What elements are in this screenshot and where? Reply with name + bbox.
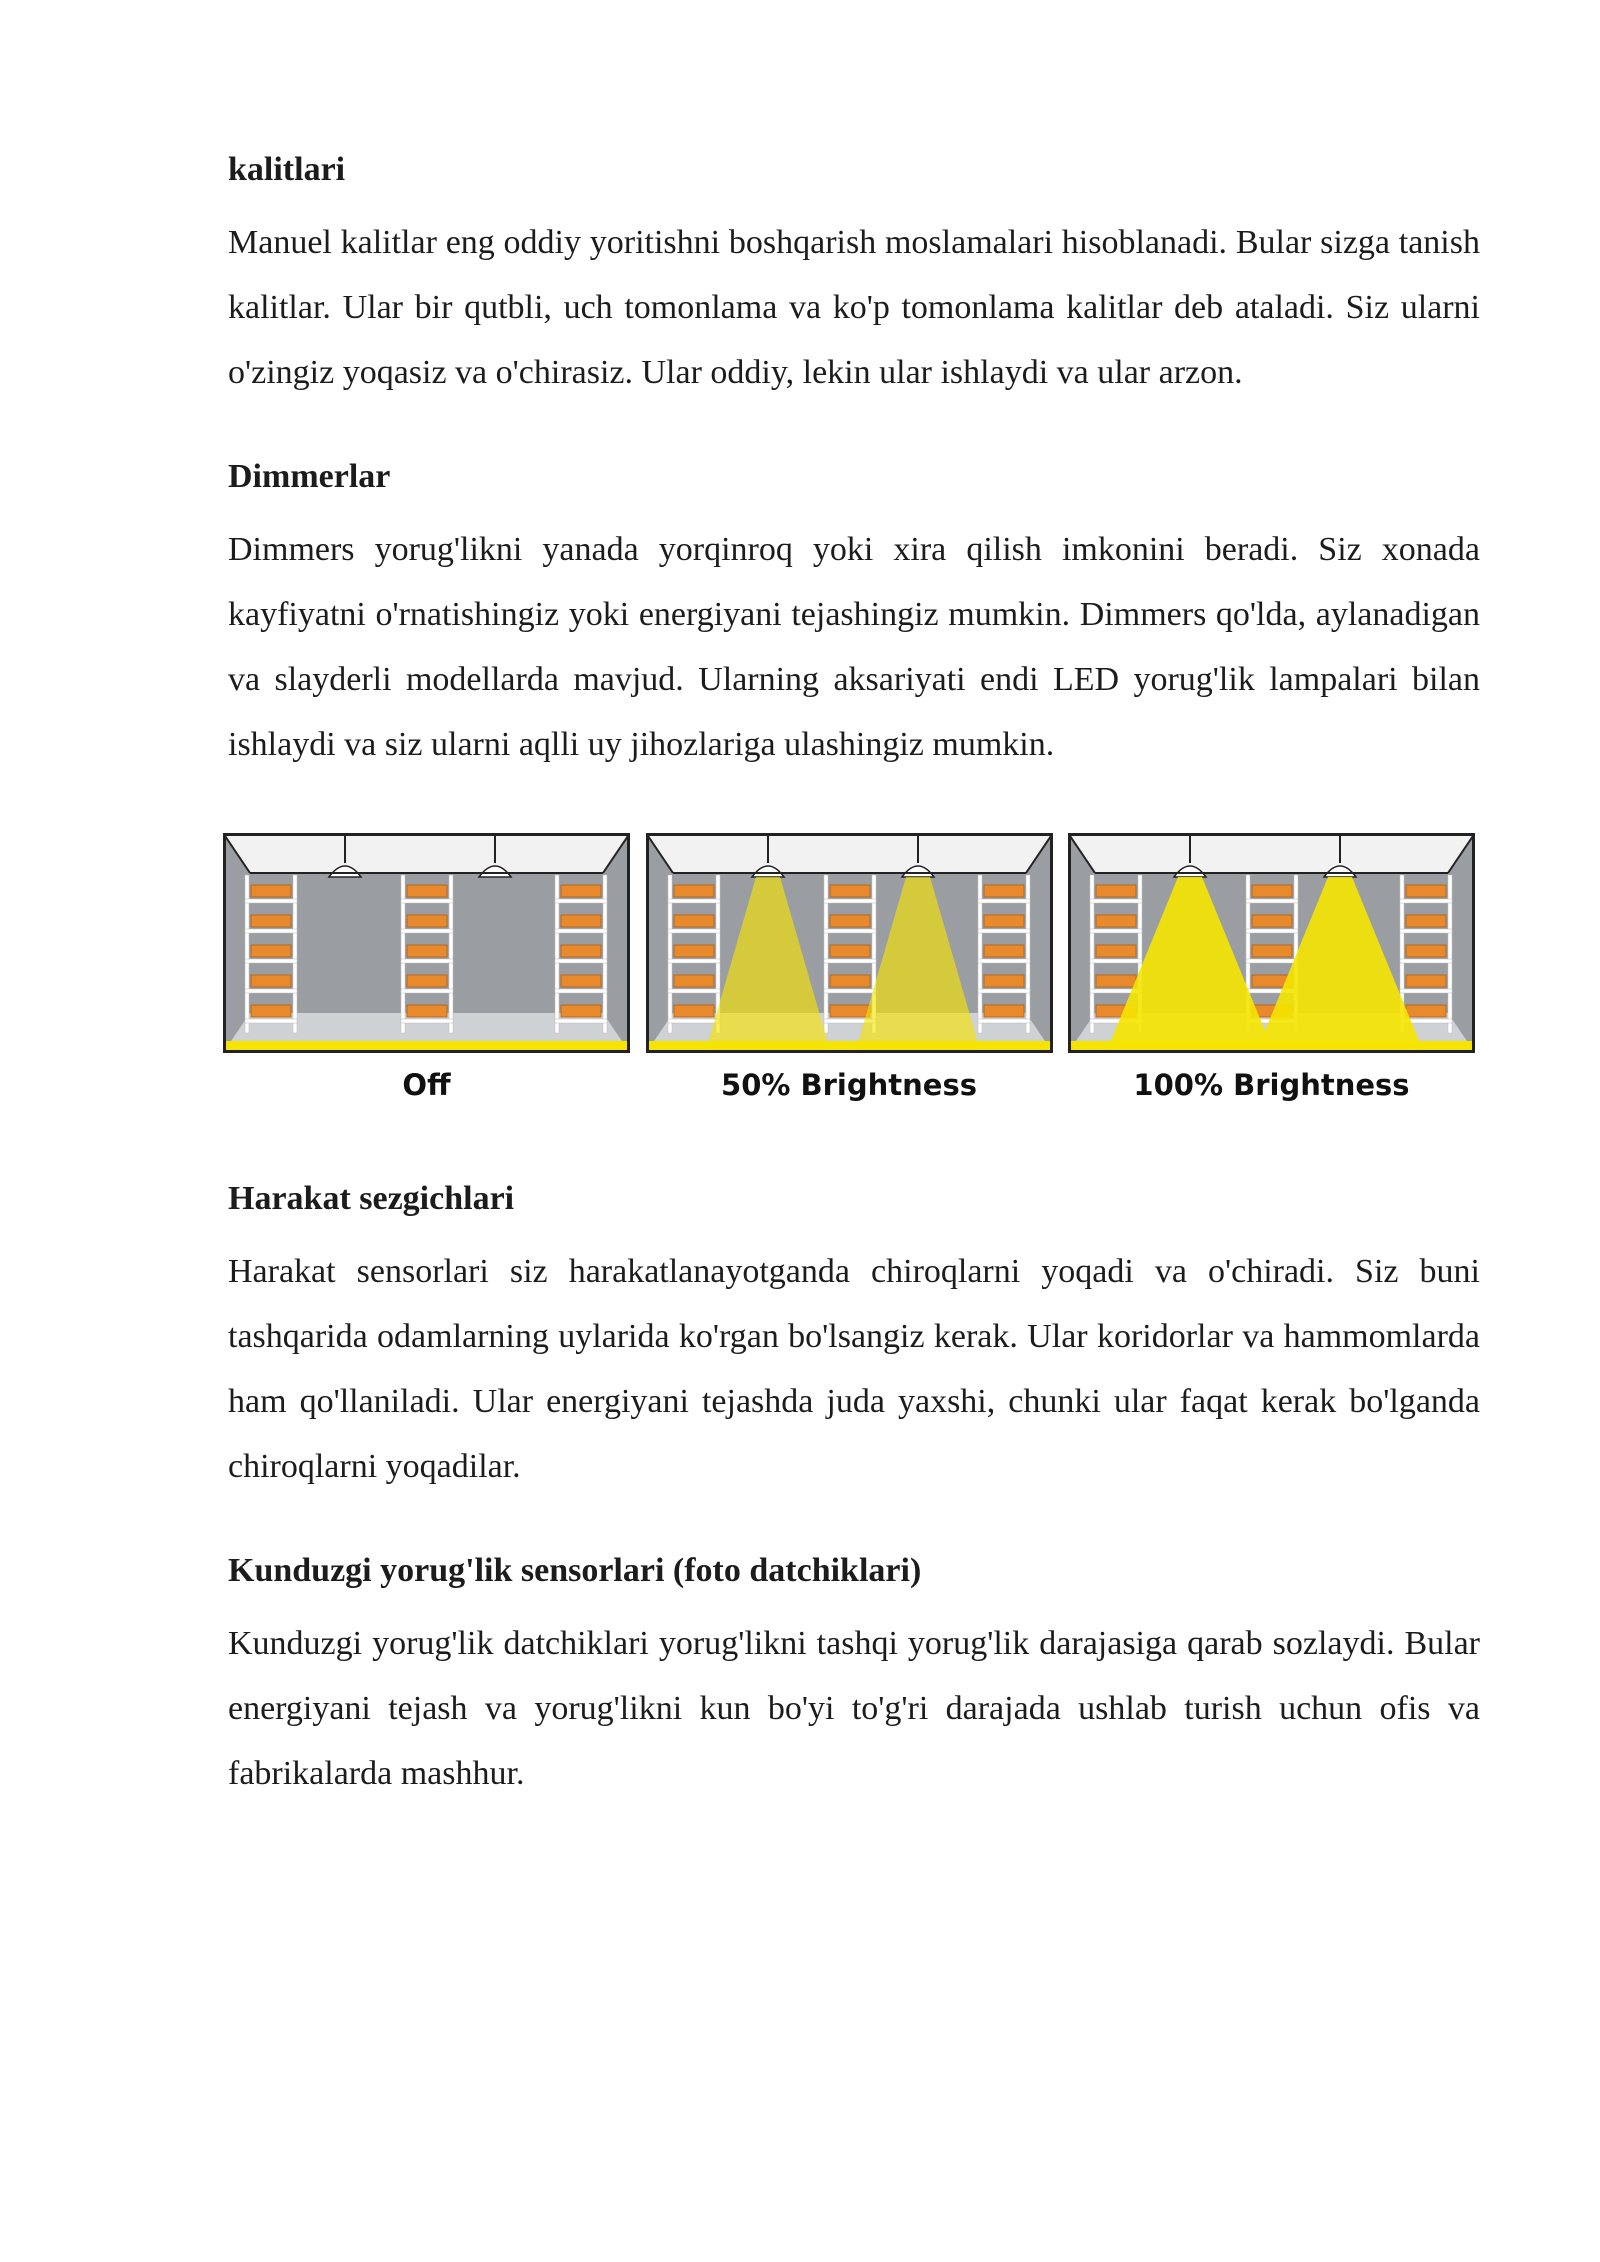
section-paragraph: Dimmers yorug'likni yanada yorqinroq yoki xira qilish imkonini beradi. Siz xonada kayfiyatni o'rnatishingiz yoki energiyani tejashingiz mumkin. Dimmers qo'lda, aylanadigan va slayderli modellarda mavjud. Ularning aksariyati endi LED yorug'lik lampalari bilan ishlaydi va siz ularni aqlli uy jihozlariga ulashingiz mumkin. — [228, 531, 1480, 763]
warehouse-illustration — [1068, 833, 1475, 1053]
shelf-box — [251, 915, 291, 927]
figure-panel-full — [1068, 833, 1475, 1105]
rack-shelf — [245, 959, 297, 963]
rack-shelf — [668, 1019, 720, 1023]
shelf-box — [674, 945, 714, 957]
rack-shelf — [245, 1019, 297, 1023]
rack-shelf — [978, 899, 1030, 903]
page-content — [228, 148, 1480, 1806]
rack-shelf — [401, 929, 453, 933]
figure-caption: 50% Brightness — [721, 1068, 977, 1102]
shelf-box — [251, 885, 291, 897]
shelf-box — [984, 1005, 1024, 1017]
shelf-box — [251, 945, 291, 957]
shelf-box — [407, 1005, 447, 1017]
shelf-box — [1406, 1005, 1446, 1017]
rack-post — [1448, 875, 1452, 1033]
rack-post — [555, 875, 559, 1033]
rack-shelf — [978, 989, 1030, 993]
rack-shelf — [1400, 929, 1452, 933]
rack-post — [1090, 875, 1094, 1033]
rack-shelf — [1090, 899, 1142, 903]
section-heading: Kunduzgi yorug'lik sensorlari (foto datchiklari) — [228, 1552, 922, 1589]
rack-shelf — [668, 959, 720, 963]
rack-post — [293, 875, 297, 1033]
rack-shelf — [1400, 989, 1452, 993]
rack-shelf — [555, 989, 607, 993]
shelf-box — [251, 1005, 291, 1017]
ceiling — [646, 833, 1053, 873]
shelf-box — [674, 1005, 714, 1017]
section-heading: kalitlari — [228, 151, 346, 188]
rack-post — [824, 875, 828, 1033]
rack-shelf — [668, 929, 720, 933]
rack-shelf — [824, 959, 876, 963]
rack-shelf — [401, 959, 453, 963]
section-motion-sensors — [228, 1177, 1480, 1499]
figure-caption: 100% Brightness — [1133, 1068, 1410, 1102]
rack-shelf — [401, 989, 453, 993]
rack-post — [401, 875, 405, 1033]
rack-shelf — [824, 899, 876, 903]
rack-shelf — [1090, 929, 1142, 933]
rack-post — [245, 875, 249, 1033]
shelf-box — [830, 1005, 870, 1017]
rack-shelf — [1090, 959, 1142, 963]
rack-shelf — [245, 899, 297, 903]
section-paragraph: Kunduzgi yorug'lik datchiklari yorug'likni tashqi yorug'lik darajasiga qarab sozlaydi. Bular energiyani tejash va yorug'likni kun bo'yi to'g'ri darajada ushlab turish uchun ofis va fabrikalarda mashhur. — [228, 1625, 1480, 1792]
rack-shelf — [245, 989, 297, 993]
rack-shelf — [668, 989, 720, 993]
rack-shelf — [555, 1019, 607, 1023]
shelf-box — [674, 885, 714, 897]
rack-post — [1026, 875, 1030, 1033]
rack-shelf — [824, 929, 876, 933]
rack-shelf — [245, 929, 297, 933]
shelf-box — [407, 945, 447, 957]
rack-shelf — [1400, 959, 1452, 963]
shelf-box — [1096, 885, 1136, 897]
shelf-box — [1096, 975, 1136, 987]
ceiling — [223, 833, 630, 873]
dimmer-brightness-figure — [223, 833, 1475, 1105]
shelf-box — [830, 915, 870, 927]
rack-shelf — [668, 899, 720, 903]
shelf-box — [561, 975, 601, 987]
section-paragraph: Manuel kalitlar eng oddiy yoritishni boshqarish moslamalari hisoblanadi. Bular sizga tanish kalitlar. Ular bir qutbli, uch tomonlama va ko'p tomonlama kalitlar deb ataladi. Siz ularni o'zingiz yoqasiz va o'chirasiz. Ular oddiy, lekin ular ishlaydi va ular arzon. — [228, 224, 1480, 391]
shelf-box — [1252, 945, 1292, 957]
section-daylight-sensors — [228, 1549, 1480, 1806]
rack-shelf — [1400, 899, 1452, 903]
shelf-box — [830, 945, 870, 957]
shelf-box — [984, 885, 1024, 897]
rack-shelf — [978, 1019, 1030, 1023]
section-paragraph: Harakat sensorlari siz harakatlanayotganda chiroqlarni yoqadi va o'chiradi. Siz buni tashqarida odamlarning uylarida ko'rgan bo'lsangiz kerak. Ular koridorlar va hammomlarda ham qo'llaniladi. Ular energiyani tejashda juda yaxshi, chunki ular faqat kerak bo'lganda chiroqlarni yoqadilar. — [228, 1253, 1480, 1485]
rack-shelf — [978, 959, 1030, 963]
shelf-box — [830, 885, 870, 897]
shelf-box — [561, 945, 601, 957]
section-heading: Dimmerlar — [228, 458, 391, 495]
rack-post — [668, 875, 672, 1033]
section-heading: Harakat sezgichlari — [228, 1180, 515, 1217]
shelf-box — [830, 975, 870, 987]
figure-panel-off — [223, 833, 630, 1105]
shelf-box — [1252, 885, 1292, 897]
shelf-box — [1096, 945, 1136, 957]
section-dimmers — [228, 455, 1480, 777]
rack-shelf — [978, 929, 1030, 933]
rack-shelf — [555, 959, 607, 963]
figure-panels — [223, 833, 1475, 1105]
shelf-box — [407, 975, 447, 987]
shelf-box — [674, 975, 714, 987]
shelf-box — [407, 915, 447, 927]
warehouse-illustration — [223, 833, 630, 1053]
shelf-box — [1252, 915, 1292, 927]
rack-shelf — [401, 899, 453, 903]
figure-caption: Off — [402, 1068, 451, 1102]
shelf-box — [1406, 915, 1446, 927]
rack-post — [603, 875, 607, 1033]
rack-shelf — [555, 929, 607, 933]
shelf-box — [1096, 915, 1136, 927]
shelf-box — [984, 915, 1024, 927]
rack-shelf — [555, 899, 607, 903]
rack-shelf — [401, 1019, 453, 1023]
shelf-box — [984, 975, 1024, 987]
shelf-box — [1406, 885, 1446, 897]
shelf-box — [1406, 975, 1446, 987]
shelf-box — [984, 945, 1024, 957]
shelf-box — [251, 975, 291, 987]
shelf-box — [561, 915, 601, 927]
shelf-box — [561, 885, 601, 897]
rack-shelf — [1246, 899, 1298, 903]
section-manual-switches — [228, 148, 1480, 405]
shelf-box — [1406, 945, 1446, 957]
rack-shelf — [1246, 929, 1298, 933]
rack-shelf — [824, 989, 876, 993]
rack-post — [449, 875, 453, 1033]
figure-panel-half — [646, 833, 1053, 1105]
rack-post — [978, 875, 982, 1033]
shelf-box — [407, 885, 447, 897]
rack-shelf — [1246, 959, 1298, 963]
shelf-box — [561, 1005, 601, 1017]
ceiling — [1068, 833, 1475, 873]
warehouse-illustration — [646, 833, 1053, 1053]
shelf-box — [674, 915, 714, 927]
